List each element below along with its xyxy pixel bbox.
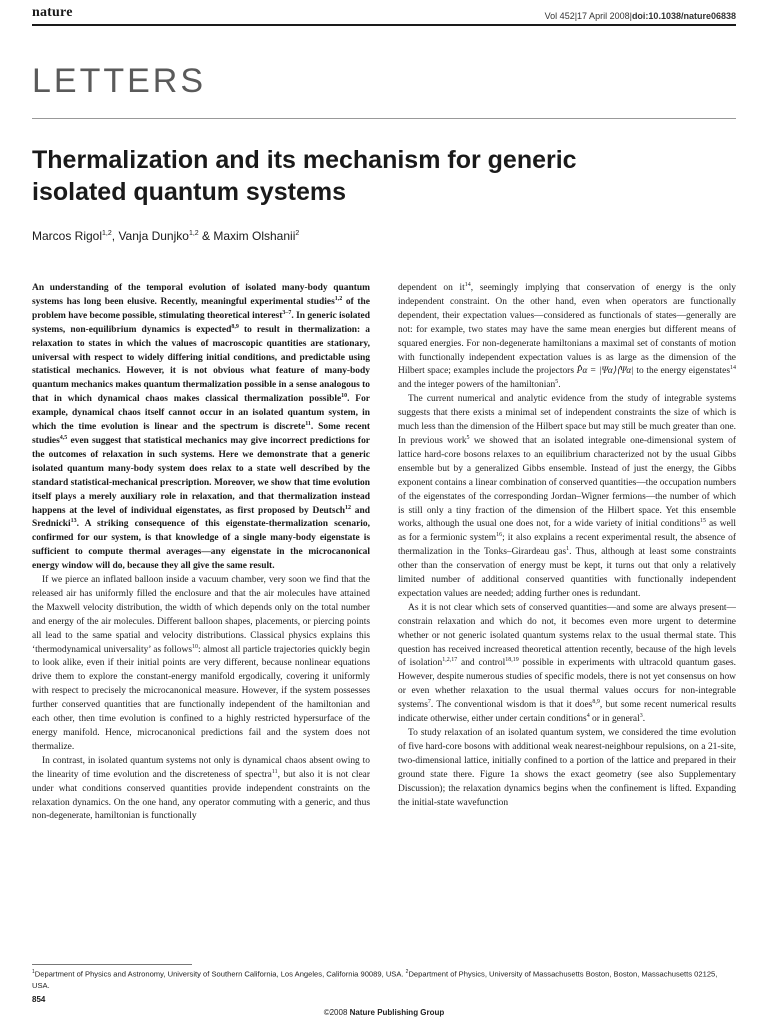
body-paragraph: dependent on $it^{14}$, seemingly implying that conservation of energy is the only independent constraint. On the other hand, even when operators are functionally dependent, their expectation values—considered as functionals of states—generally are not: for example, two states may have the same mean energies but different means of squared energies. For non-degenerate hamiltonians a maximal set of constants of motion with functionally independent expectation values is as large as the dimension of the Hilbert space; examples include the projectors P̂α = |Ψα⟩⟨Ψα| to the energy eigenstates$^{14}$ and the integer powers of the hamiltonian$^5$.: [398, 281, 736, 391]
body-paragraph: To study relaxation of an isolated quantum system, we considered the time evolution of five hard-core bosons with additional weak nearest-neighbour repulsions, on a 21-site, two-dimensional lattice, initially confined to a portion of the lattice and prepared in their ground state there. Figure 1a shows the exact geometry (see also Supplementary Discussion); the relaxation dynamics begins when the confinement is lifted. Expanding the initial-state wavefunction: [398, 728, 736, 808]
author-name: Vanja Dunjko: [118, 229, 189, 243]
page-number: 854: [32, 995, 46, 1004]
author-name: Marcos Rigol: [32, 229, 103, 243]
author-affiliation: 1,2: [188, 230, 199, 237]
copyright-notice: ©2008 Nature Publishing Group: [323, 1008, 445, 1017]
author-list: Marcos Rigol$^{1,2}$, Vanja Dunjko$^{1,2}$ & Maxim Olshanii$^2$: [32, 229, 300, 243]
author-affiliation: 2: [295, 230, 300, 237]
publisher-name: Nature Publishing Group: [349, 1008, 445, 1017]
issue-info: Vol 452|17 April 2008|doi:10.1038/nature06838: [544, 11, 736, 21]
text-column-right: [398, 282, 736, 810]
body-paragraph: The current numerical and analytic evidence from the study of integrable systems suggests that there exists a minimal set of independent constraints the size of which is much less than the dimension of the Hilbert space but may still be much greater than one. In previous work$^5$ we showed that an isolated integrable one-dimensional system of lattice hard-core bosons relaxes to an equilibrium characterized not by the usual Gibbs ensemble but by a generalized Gibbs ensemble. Instead of just the energy, the Gibbs exponent contains a linear combination of conserved quantities—the occupation numbers of the eigenstates of the corresponding Jordan–Wigner fermions—the number of which is still only a tiny fraction of the dimension of the Hilbert space. Yet this ensemble works, although the usual one does not, for a wide variety of initial conditions$^{15}$ as well as for a fermionic system$^{16}$; it also explains a recent experimental result, the absence of thermalization in the Tonks–Girardeau gas$^1$. Thus, although at least some constraints other than the conservation of energy must be kept, it turns out that only a relatively limited number of additional conserved quantities with functionally independent expectation values are needed; adding further ones is redundant.: [398, 394, 736, 599]
footnote-divider: [32, 964, 192, 965]
body-paragraph: In contrast, in isolated quantum systems not only is dynamical chaos absent owing to the linearity of time evolution and the discreteness of spectra$^{11}$, but also it is not clear under what conditions conserved quantities provide independent constraints on the relaxation dynamics. On the one hand, any operator commuting with a generic, and thus non-degenerate, hamiltonian is functionally: [32, 755, 370, 822]
text-column-left: [32, 282, 370, 824]
article-title: Thermalization and its mechanism for generic isolated quantum systems: [32, 146, 577, 206]
affiliations-footnote: $^1$Department of Physics and Astronomy, University of Southern California, Los Angeles, California 90089, USA. $^2$Department of Physics, University of Massachusetts Boston, Boston, Massachusetts 02125, USA.: [32, 969, 718, 990]
projector-formula: P̂α = |Ψα⟩⟨Ψα|: [576, 366, 634, 377]
author-name: Maxim Olshanii: [213, 229, 296, 243]
issue-date: 17 April 2008: [577, 11, 630, 21]
body-paragraph: As it is not clear which sets of conserved quantities—and some are always present—constrain relaxation and which do not, it becomes even more urgent to determine whether or not generic isolated quantum systems relax to the usual thermal state. This question has received increased theoretical attention recently, because of the high levels of isolation$^{1,2,17}$ and control$^{18,19}$ possible in experiments with ultracold quantum gases. However, despite numerous studies of specific models, there is not yet consensus on how or even whether relaxation to the usual thermal values occurs for non-integrable systems$^7$. The conventional wisdom is that it does$^{8,9}$, but some recent numerical results indicate otherwise, either under certain conditions$^4$ or in general$^3$.: [398, 602, 737, 725]
doi: doi:10.1038/nature06838: [631, 11, 736, 21]
journal-logo: nature: [32, 5, 73, 20]
journal-header: [32, 0, 736, 26]
body-paragraph: If we pierce an inflated balloon inside a vacuum chamber, very soon we find that the released air has uniformly filled the enclosure and that the air molecules have attained the Maxwell velocity distribution, the width of which depends only on the total number and energy of the air molecules. Different balloon shapes, placements, or piercing points all lead to the same spatial and velocity distributions. Classical physics explains this ‘thermodynamical universality’ as follows$^{10}$: almost all particle trajectories quickly begin to look alike, even if their initial points are very different, because nonlinear equations drive them to explore the constant-energy manifold ergodically, covering it uniformly with respect to precisely the microcanonical measure. However, if the system possesses further conserved quantities that are functionally independent of the hamiltonian and each other, then time evolution is confined to a highly restricted hypersurface of the energy manifold. Hence, microcanonical predictions fail and the system does not thermalize.: [32, 575, 370, 752]
section-heading: LETTERS: [32, 62, 207, 100]
volume: Vol 452: [544, 11, 575, 21]
abstract: An understanding of the temporal evolution of isolated many-body quantum systems has long been elusive. Recently, meaningful experimental studies$^{1,2}$ of the problem have become possible, stimulating theoretical interest$^{3-7}$. In generic isolated systems, non-equilibrium dynamics is expected$^{8,9}$ to result in thermalization: a relaxation to states in which the values of macroscopic quantities are stationary, universal with respect to widely differing initial conditions, and predictable using statistical mechanics. However, it is not obvious what feature of many-body quantum mechanics makes quantum thermalization possible in a sense analogous to that in which dynamical chaos makes classical thermalization possible$^{10}$. For example, dynamical chaos itself cannot occur in an isolated quantum system, in which the time evolution is linear and the spectrum is discrete$^{11}$. Some recent studies$^{4,5}$ even suggest that statistical mechanics may give incorrect predictions for the outcomes of relaxation in such systems. Here we demonstrate that a generic isolated quantum many-body system does relax to a state well described by the standard statistical-mechanical prescription. Moreover, we show that time evolution itself plays a merely auxiliary role in relaxation, and that thermalization instead happens at the level of individual eigenstates, as first proposed by Deutsch$^{12}$ and Srednicki$^{13}$. A striking consequence of this eigenstate-thermalization scenario, confirmed for our system, is that knowledge of a single many-body eigenstate is sufficient to compute thermal averages—any eigenstate in the microcanonical energy window will do, because they all give the same result.: [32, 283, 371, 572]
author-affiliation: 1,2: [102, 230, 112, 237]
section-divider: [32, 118, 736, 119]
